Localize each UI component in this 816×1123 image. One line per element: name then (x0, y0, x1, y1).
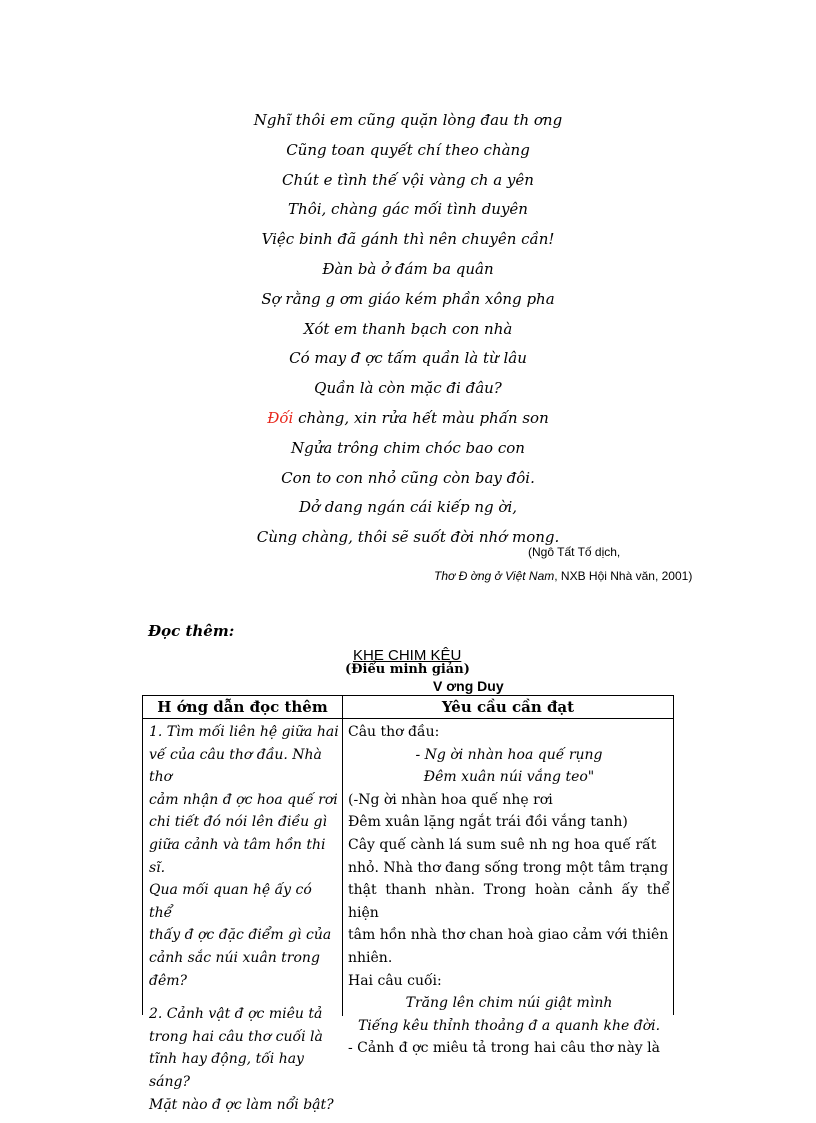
poem-author: V ơng Duy (433, 678, 504, 694)
poem-line: Quần là còn mặc đi đâu? (314, 379, 502, 398)
poem-line: Con to con nhỏ cũng còn bay đôi. (281, 468, 535, 487)
table-header-requirements: Yêu cầu cần đạt (441, 698, 575, 716)
answer-line: thật thanh nhàn. Trong hoàn cảnh ấy thể hiện (348, 882, 670, 921)
answer-line: tâm hồn nhà thơ chan hoà giao cảm với thiên (348, 927, 669, 944)
question-line: 1. Tìm mối liên hệ giữa hai (149, 724, 339, 740)
poem-title: KHE CHIM KÊU (353, 647, 462, 664)
question-line: đêm? (149, 972, 188, 989)
verse-line: Tiếng kêu thỉnh thoảng đ a quanh khe đời. (357, 1017, 661, 1034)
table-header-guide: H ớng dẫn đọc thêm (157, 698, 328, 716)
question-line: Qua mối quan hệ ấy có thể (149, 882, 312, 921)
answer-line: nhỏ. Nhà thơ đang sống trong một tâm trạng (348, 859, 669, 876)
poem-line: Đàn bà ở đám ba quân (322, 259, 494, 278)
poem-line: Thôi, chàng gác mối tình duyên (288, 200, 528, 219)
poem (200, 106, 616, 553)
guide-table (142, 695, 674, 1113)
answer-line: (-Ng ời nhàn hoa quế nhẹ rơi (348, 791, 553, 808)
header-divider (143, 718, 673, 719)
poem-line: Việc binh đã gánh thì nên chuyên cần! (261, 230, 555, 249)
poem-line: Nghĩ thôi em cũng quặn lòng đau th ơng (253, 111, 563, 129)
column-divider (342, 696, 343, 1016)
question-line: 2. Cảnh vật đ ợc miêu tả (149, 1006, 323, 1023)
poem-line: Dở dang ngán cái kiếp ng ời, (298, 498, 518, 517)
question-line: trong hai câu thơ cuối là (149, 1028, 323, 1045)
poem-line (200, 404, 616, 434)
answer-line: Câu thơ đầu: (348, 724, 440, 740)
source-book-title: Thơ Đ ờng ở Việt Nam (434, 569, 555, 583)
source-publisher: , NXB Hội Nhà văn, 2001) (554, 569, 693, 583)
poem-subtitle: (Điểu minh giản) (345, 662, 470, 677)
poem-line: Ngửa trông chim chóc bao con (291, 438, 525, 457)
answer-line: - Cảnh đ ợc miêu tả trong hai câu thơ này là (348, 1040, 660, 1057)
paragraph-gap (149, 992, 339, 1003)
answer-line: Hai câu cuối: (348, 972, 442, 989)
requirements-cell (348, 721, 670, 1060)
guide-questions-cell (149, 721, 339, 1116)
poem-line: Chút e tình thế vội vàng ch a yên (282, 170, 534, 189)
question-line: cảnh sắc núi xuân trong (149, 949, 320, 966)
poem-line: Cũng toan quyết chí theo chàng (286, 140, 530, 159)
question-line: chi tiết đó nói lên điều gì (149, 814, 327, 831)
answer-line: nhiên. (348, 949, 393, 966)
verse-line: Trăng lên chim núi giật mình (405, 995, 613, 1012)
poem-line: Cùng chàng, thôi sẽ suốt đời nhớ mong. (256, 528, 560, 547)
source-translator: (Ngô Tất Tố dịch, (528, 545, 621, 559)
question-line: Mặt nào đ ợc làm nổi bật? (149, 1096, 334, 1113)
question-line: tĩnh hay động, tối hay sáng? (149, 1051, 304, 1090)
verse-line: - Ng ời nhàn hoa quế rụng (415, 746, 603, 763)
answer-line: Đêm xuân lặng ngắt trái đồi vắng tanh) (348, 814, 628, 831)
answer-line: Cây quế cành lá sum suê nh ng hoa quế rất (348, 836, 657, 853)
poem-line: Có may đ ợc tấm quần là từ lâu (289, 349, 527, 368)
poem-line: Xót em thanh bạch con nhà (303, 319, 513, 338)
verse-line: Đêm xuân núi vắng teo" (423, 769, 595, 786)
source-citation (434, 569, 692, 583)
poem-line-text: chàng, xin rửa hết màu phấn son (298, 408, 549, 427)
poem-line: Sợ rằng g ơm giáo kém phần xông pha (261, 289, 555, 308)
question-line: cảm nhận đ ợc hoa quế rơi (149, 791, 338, 808)
highlighted-word: Đối (267, 408, 294, 427)
read-more-label: Đọc thêm: (148, 622, 235, 640)
question-line: giữa cảnh và tâm hồn thi sĩ. (149, 836, 326, 876)
question-line: vế của câu thơ đầu. Nhà thơ (149, 746, 322, 786)
question-line: thấy đ ợc đặc điểm gì của (149, 927, 332, 944)
